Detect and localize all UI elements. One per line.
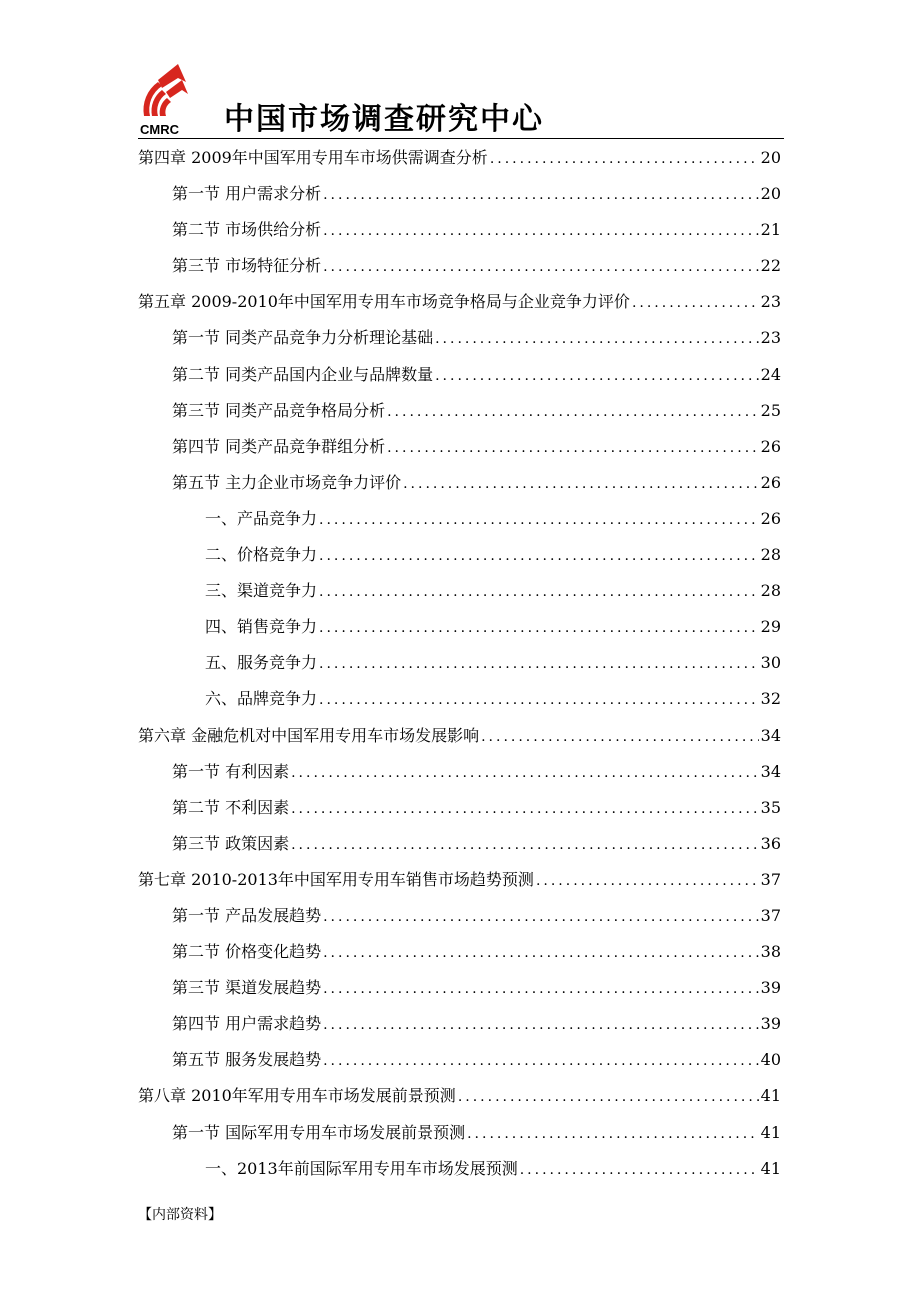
toc-entry[interactable] xyxy=(138,934,781,970)
toc-entry[interactable] xyxy=(138,898,781,934)
toc-entry[interactable] xyxy=(138,320,781,356)
toc-entry-page: 37 xyxy=(760,869,781,889)
table-of-contents xyxy=(138,140,781,1187)
toc-entry-label: 第一节 国际军用专用车市场发展前景预测 xyxy=(172,1122,466,1142)
toc-entry-page: 30 xyxy=(760,653,781,673)
toc-entry-label: 第二节 同类产品国内企业与品牌数量 xyxy=(172,364,434,384)
toc-entry-label: 第四节 用户需求趋势 xyxy=(172,1014,322,1034)
toc-entry-page: 23 xyxy=(760,292,781,312)
toc-entry-page: 21 xyxy=(760,220,781,240)
toc-entry-label: 第五章 2009-2010年中国军用专用车市场竞争格局与企业竞争力评价 xyxy=(138,292,630,312)
toc-leader-dots xyxy=(458,1079,759,1115)
toc-leader-dots xyxy=(403,466,759,502)
toc-leader-dots xyxy=(323,971,759,1007)
toc-entry[interactable] xyxy=(138,573,781,609)
toc-entry[interactable] xyxy=(138,1115,781,1151)
toc-leader-dots xyxy=(490,141,759,177)
toc-entry-page: 34 xyxy=(760,725,781,745)
toc-entry-page: 39 xyxy=(760,1014,781,1034)
toc-entry[interactable] xyxy=(138,393,781,429)
toc-entry-label: 第五节 服务发展趋势 xyxy=(172,1050,322,1070)
toc-leader-dots xyxy=(467,1116,759,1152)
cmrc-logo xyxy=(138,58,202,136)
toc-entry-label: 六、品牌竞争力 xyxy=(205,689,318,709)
toc-entry-page: 26 xyxy=(760,472,781,492)
toc-entry[interactable] xyxy=(138,357,781,393)
toc-entry-label: 二、价格竞争力 xyxy=(205,545,318,565)
toc-leader-dots xyxy=(291,791,759,827)
toc-entry[interactable] xyxy=(138,609,781,645)
toc-leader-dots xyxy=(319,646,759,682)
toc-leader-dots xyxy=(319,682,759,718)
toc-entry-label: 四、销售竞争力 xyxy=(205,617,318,637)
toc-entry-page: 36 xyxy=(760,833,781,853)
toc-entry-page: 37 xyxy=(760,905,781,925)
header-divider xyxy=(138,138,784,139)
toc-leader-dots xyxy=(319,538,759,574)
toc-leader-dots xyxy=(323,213,759,249)
toc-entry[interactable] xyxy=(138,681,781,717)
toc-entry-label: 第三节 渠道发展趋势 xyxy=(172,978,322,998)
toc-entry[interactable] xyxy=(138,826,781,862)
toc-entry-page: 28 xyxy=(760,581,781,601)
toc-entry-label: 三、渠道竞争力 xyxy=(205,581,318,601)
toc-entry-page: 34 xyxy=(760,761,781,781)
toc-entry-label: 第四节 同类产品竞争群组分析 xyxy=(172,436,386,456)
toc-entry-label: 第三节 政策因素 xyxy=(172,833,290,853)
toc-leader-dots xyxy=(520,1152,759,1188)
toc-leader-dots xyxy=(632,285,759,321)
toc-entry[interactable] xyxy=(138,176,781,212)
toc-leader-dots xyxy=(323,899,759,935)
toc-entry-page: 41 xyxy=(760,1086,781,1106)
toc-entry-label: 第一节 用户需求分析 xyxy=(172,184,322,204)
toc-entry-page: 26 xyxy=(760,436,781,456)
toc-entry-label: 一、产品竞争力 xyxy=(205,508,318,528)
toc-entry-page: 32 xyxy=(760,689,781,709)
toc-entry[interactable] xyxy=(138,790,781,826)
toc-leader-dots xyxy=(435,321,759,357)
toc-entry-label: 第二节 不利因素 xyxy=(172,797,290,817)
toc-entry[interactable] xyxy=(138,140,781,176)
toc-entry[interactable] xyxy=(138,970,781,1006)
toc-leader-dots xyxy=(536,863,759,899)
page-header xyxy=(138,58,784,138)
toc-entry-page: 29 xyxy=(760,617,781,637)
brand-title: 中国市场调查研究中心 xyxy=(224,102,544,137)
toc-entry-page: 22 xyxy=(760,256,781,276)
toc-entry-label: 第一节 产品发展趋势 xyxy=(172,905,322,925)
toc-entry-page: 41 xyxy=(760,1158,781,1178)
toc-entry[interactable] xyxy=(138,718,781,754)
toc-entry-page: 25 xyxy=(760,400,781,420)
toc-entry-label: 五、服务竞争力 xyxy=(205,653,318,673)
toc-leader-dots xyxy=(387,394,759,430)
toc-entry-label: 一、2013年前国际军用专用车市场发展预测 xyxy=(205,1158,518,1178)
toc-entry[interactable] xyxy=(138,465,781,501)
toc-entry[interactable] xyxy=(138,429,781,465)
toc-entry-label: 第七章 2010-2013年中国军用专用车销售市场趋势预测 xyxy=(138,869,534,889)
toc-entry[interactable] xyxy=(138,1078,781,1114)
toc-entry[interactable] xyxy=(138,212,781,248)
toc-entry[interactable] xyxy=(138,754,781,790)
toc-entry-label: 第三节 市场特征分析 xyxy=(172,256,322,276)
toc-entry-page: 26 xyxy=(760,508,781,528)
toc-entry-page: 23 xyxy=(760,328,781,348)
toc-entry[interactable] xyxy=(138,645,781,681)
toc-entry-page: 39 xyxy=(760,978,781,998)
logo-text: CMRC xyxy=(140,122,179,136)
toc-leader-dots xyxy=(319,574,759,610)
toc-entry-label: 第五节 主力企业市场竞争力评价 xyxy=(172,472,402,492)
toc-entry-page: 40 xyxy=(760,1050,781,1070)
toc-leader-dots xyxy=(323,1007,759,1043)
toc-entry-label: 第四章 2009年中国军用专用车市场供需调查分析 xyxy=(138,148,488,167)
toc-entry[interactable] xyxy=(138,248,781,284)
toc-entry-label: 第二节 市场供给分析 xyxy=(172,220,322,240)
toc-entry-page: 24 xyxy=(760,364,781,384)
toc-leader-dots xyxy=(481,719,759,755)
toc-entry[interactable] xyxy=(138,537,781,573)
toc-entry[interactable] xyxy=(138,284,781,320)
toc-entry-label: 第二节 价格变化趋势 xyxy=(172,942,322,962)
toc-leader-dots xyxy=(435,358,759,394)
toc-leader-dots xyxy=(323,935,759,971)
toc-leader-dots xyxy=(323,177,759,213)
toc-leader-dots xyxy=(387,430,759,466)
toc-entry[interactable] xyxy=(138,1006,781,1042)
toc-leader-dots xyxy=(323,249,759,285)
toc-entry-page: 38 xyxy=(760,942,781,962)
toc-entry[interactable] xyxy=(138,1042,781,1078)
toc-entry-label: 第一节 有利因素 xyxy=(172,761,290,781)
toc-entry-label: 第一节 同类产品竞争力分析理论基础 xyxy=(172,328,434,348)
toc-entry[interactable] xyxy=(138,1151,781,1187)
toc-entry-page: 20 xyxy=(760,148,781,167)
toc-leader-dots xyxy=(323,1043,759,1079)
toc-leader-dots xyxy=(319,502,759,538)
toc-entry-page: 35 xyxy=(760,797,781,817)
footer-note: 【内部资料】 xyxy=(138,1207,222,1223)
toc-entry-label: 第六章 金融危机对中国军用专用车市场发展影响 xyxy=(138,725,480,745)
toc-entry-label: 第三节 同类产品竞争格局分析 xyxy=(172,400,386,420)
toc-entry-page: 28 xyxy=(760,545,781,565)
toc-entry-page: 20 xyxy=(760,184,781,204)
toc-entry[interactable] xyxy=(138,501,781,537)
toc-entry-page: 41 xyxy=(760,1122,781,1142)
toc-leader-dots xyxy=(319,610,759,646)
toc-entry[interactable] xyxy=(138,862,781,898)
toc-entry-label: 第八章 2010年军用专用车市场发展前景预测 xyxy=(138,1086,456,1106)
toc-leader-dots xyxy=(291,755,759,791)
cmrc-logo-mark-icon xyxy=(138,58,202,136)
toc-leader-dots xyxy=(291,827,759,863)
